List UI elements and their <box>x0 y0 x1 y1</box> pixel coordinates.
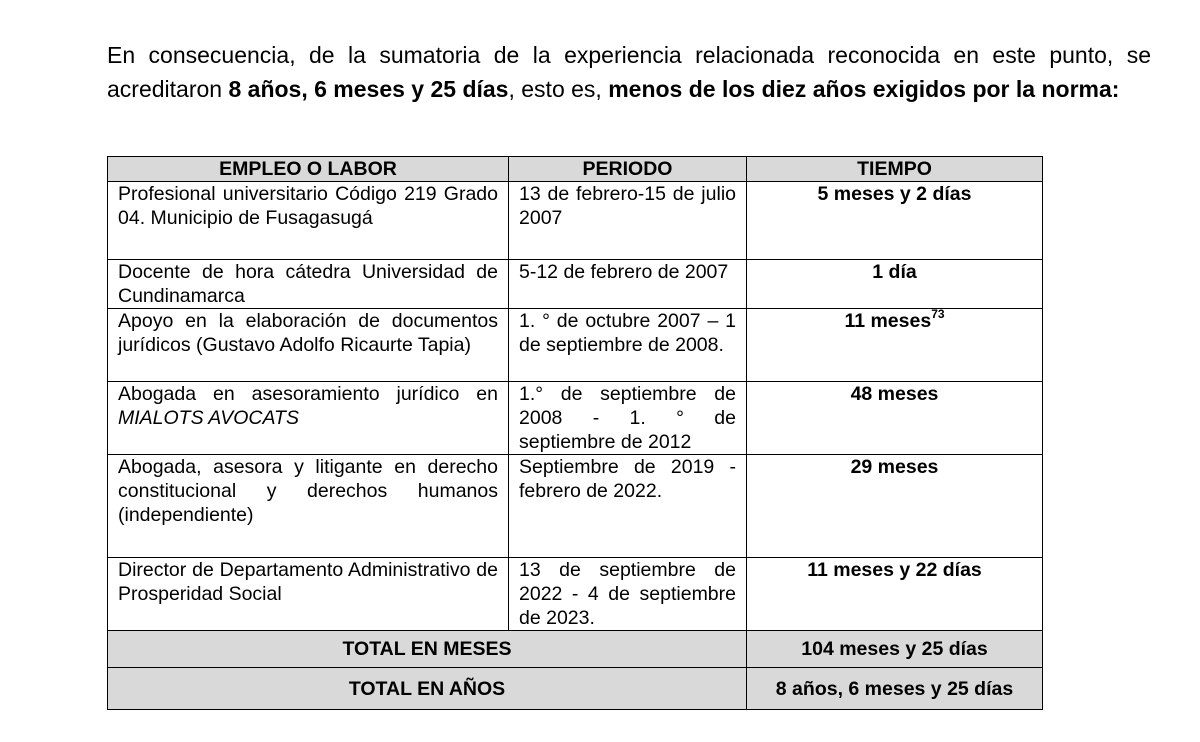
paragraph-bold-duration: 8 años, 6 meses y 25 días <box>228 76 509 102</box>
firm-name: MIALOTS AVOCATS <box>118 407 299 429</box>
cell-labor <box>108 382 509 455</box>
cell-tiempo: 1 día <box>747 260 1043 309</box>
table-row <box>108 455 1043 558</box>
cell-labor: Profesional universitario Código 219 Grado 04. Municipio de Fusagasugá <box>108 182 509 260</box>
cell-labor: Docente de hora cátedra Universidad de Cundinamarca <box>108 260 509 309</box>
total-row-months <box>108 631 1043 668</box>
tiempo-text: 11 meses <box>844 310 932 332</box>
cell-periodo: Septiembre de 2019 - febrero de 2022. <box>509 455 747 558</box>
table-row <box>108 260 1043 309</box>
total-years-label: TOTAL EN AÑOS <box>108 668 747 710</box>
intro-paragraph <box>107 38 1151 106</box>
cell-tiempo: 29 meses <box>747 455 1043 558</box>
table-row <box>108 309 1043 382</box>
cell-periodo: 13 de febrero-15 de julio 2007 <box>509 182 747 260</box>
cell-tiempo <box>747 309 1043 382</box>
cell-periodo: 5-12 de febrero de 2007 <box>509 260 747 309</box>
experience-table <box>107 156 1043 710</box>
header-empleo: EMPLEO O LABOR <box>108 157 509 182</box>
cell-labor: Abogada, asesora y litigante en derecho constitucional y derechos humanos (independiente) <box>108 455 509 558</box>
cell-periodo: 1.° de septiembre de 2008 - 1. ° de septiembre de 2012 <box>509 382 747 455</box>
cell-labor: Apoyo en la elaboración de documentos jurídicos (Gustavo Adolfo Ricaurte Tapia) <box>108 309 509 382</box>
table-row <box>108 182 1043 260</box>
total-years-value: 8 años, 6 meses y 25 días <box>747 668 1043 710</box>
total-months-label: TOTAL EN MESES <box>108 631 747 668</box>
footnote-marker: 73 <box>931 307 945 321</box>
cell-tiempo: 48 meses <box>747 382 1043 455</box>
table-header-row <box>108 157 1043 182</box>
table-row <box>108 382 1043 455</box>
header-periodo: PERIODO <box>509 157 747 182</box>
cell-periodo: 13 de septiembre de 2022 - 4 de septiembre de 2023. <box>509 558 747 631</box>
cell-tiempo: 11 meses y 22 días <box>747 558 1043 631</box>
table-row <box>108 558 1043 631</box>
cell-tiempo: 5 meses y 2 días <box>747 182 1043 260</box>
total-row-years <box>108 668 1043 710</box>
labor-text: Abogada en asesoramiento jurídico en <box>118 383 498 405</box>
cell-labor: Director de Departamento Administrativo de Prosperidad Social <box>108 558 509 631</box>
paragraph-bold-conclusion: menos de los diez años exigidos por la norma: <box>608 76 1120 102</box>
header-tiempo: TIEMPO <box>747 157 1043 182</box>
cell-periodo: 1. ° de octubre 2007 – 1 de septiembre de 2008. <box>509 309 747 382</box>
paragraph-text: En consecuencia, de la sumatoria de la experiencia relacionada reconocida en este punto, se acreditaron <box>107 42 1151 102</box>
paragraph-text: , esto es, <box>508 76 609 102</box>
total-months-value: 104 meses y 25 días <box>747 631 1043 668</box>
